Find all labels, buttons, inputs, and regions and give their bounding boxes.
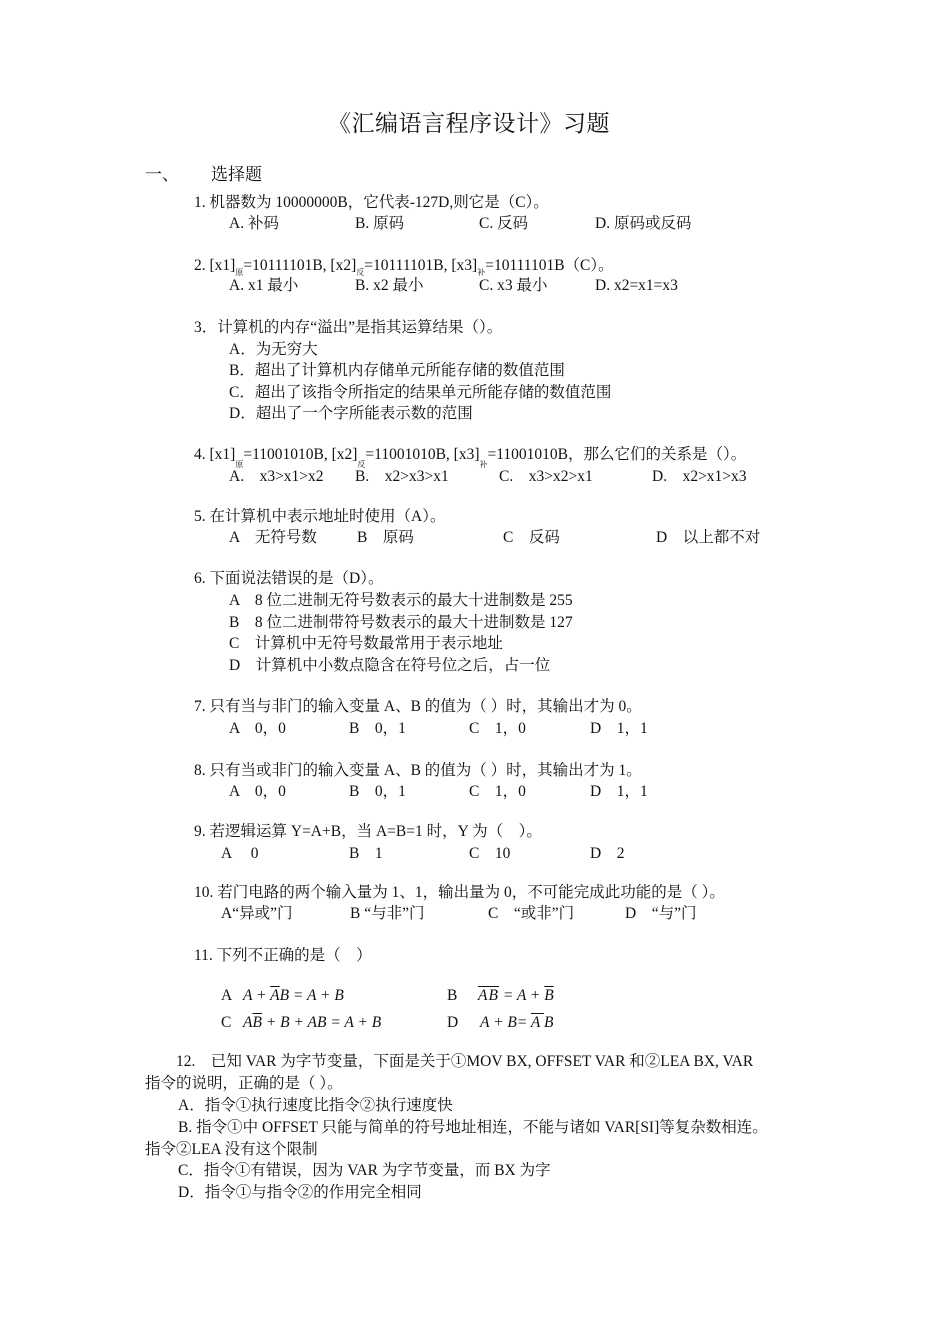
q2-stem-part1: 2. [x1] bbox=[194, 257, 236, 274]
q4-stem-part2: =11001010B, [x2] bbox=[243, 446, 358, 463]
q1-stem: 1. 机器数为 10000000B，它代表-127D,则它是（C）。 bbox=[194, 194, 549, 211]
q9-option-c: C 10 bbox=[469, 845, 511, 862]
q9-option-b: B 1 bbox=[349, 845, 383, 862]
q3-option-d: D．超出了一个字所能表示数的范围 bbox=[229, 405, 473, 422]
q8-stem: 8. 只有当或非门的输入变量 A、B 的值为（ ）时，其输出才为 1。 bbox=[194, 762, 642, 779]
q10-option-c: C “或非”门 bbox=[488, 905, 575, 922]
q8-option-a: A 0，0 bbox=[229, 783, 286, 800]
q4-stem bbox=[194, 446, 746, 470]
q4-sub-bu: 补 bbox=[479, 460, 488, 469]
q2-stem-part3: =10111101B, [x3] bbox=[364, 257, 478, 274]
q4-option-c: C. x3>x2>x1 bbox=[499, 468, 593, 485]
q12-option-c: C．指令①有错误，因为 VAR 为字节变量，而 BX 为字 bbox=[178, 1162, 551, 1179]
q11-formula-c-negated: $\overline{B}$ bbox=[252, 1014, 262, 1031]
q4-stem-part1: 4. [x1] bbox=[194, 446, 236, 463]
q10-option-d: D “与”门 bbox=[625, 905, 697, 922]
q11-formula-a-negated: $\overline{A}$ bbox=[270, 987, 280, 1004]
q12-option-b-line2: 指令②LEA 没有这个限制 bbox=[145, 1141, 318, 1158]
q3-option-c: C．超出了该指令所指定的结果单元所能存储的数值范围 bbox=[229, 384, 612, 401]
q6-option-b: B 8 位二进制带符号数表示的最大十进制数是 127 bbox=[229, 614, 573, 631]
q11-formula-c bbox=[243, 1014, 381, 1031]
q2-sub-bu: 补 bbox=[477, 268, 486, 277]
q1-option-d: D. 原码或反码 bbox=[595, 215, 692, 232]
q4-stem-part4: =11001010B，那么它们的关系是（）。 bbox=[487, 446, 747, 463]
q6-stem: 6. 下面说法错误的是（D）。 bbox=[194, 570, 384, 587]
q11-formula-c-part3: + B + AB = A + B bbox=[261, 1014, 382, 1031]
q11-formula-d-negated-a: $\overline{A}$ bbox=[530, 1014, 541, 1031]
q2-option-b: B. x2 最小 bbox=[355, 277, 424, 294]
q11-formula-b-part2: = A + bbox=[498, 987, 545, 1004]
q4-sub-yuan: 原 bbox=[235, 460, 244, 469]
q1-option-a: A. 补码 bbox=[229, 215, 279, 232]
q5-option-d: D 以上都不对 bbox=[656, 529, 761, 546]
q4-stem-part3: =11001010B, [x3] bbox=[365, 446, 480, 463]
q4-option-b: B. x2>x3>x1 bbox=[355, 468, 449, 485]
q2-stem bbox=[194, 257, 614, 278]
q2-stem-part2: =10111101B, [x2] bbox=[243, 257, 357, 274]
q1-option-b: B. 原码 bbox=[355, 215, 405, 232]
q3-option-b: B．超出了计算机内存储单元所能存储的数值范围 bbox=[229, 362, 565, 379]
q5-stem: 5. 在计算机中表示地址时使用（A）。 bbox=[194, 508, 446, 525]
page-title: 《汇编语言程序设计》习题 bbox=[328, 111, 610, 136]
q11-formula-a bbox=[243, 987, 344, 1004]
q11-formula-b bbox=[478, 987, 554, 1004]
q7-option-d: D 1，1 bbox=[590, 720, 648, 737]
q11-option-a-label: A bbox=[221, 987, 233, 1004]
q2-sub-fan: 反 bbox=[356, 268, 365, 277]
q2-stem-part4: =10111101B（C）。 bbox=[485, 257, 614, 274]
q2-option-d: D. x2=x1=x3 bbox=[595, 277, 678, 294]
q6-option-d: D 计算机中小数点隐含在符号位之后，占一位 bbox=[229, 657, 551, 674]
q11-formula-b-negated: $\overline{AB}$ bbox=[478, 987, 499, 1004]
q5-option-a: A 无符号数 bbox=[229, 529, 317, 546]
q11-formula-d-part4: B bbox=[544, 1014, 554, 1031]
q10-option-a: A“异或”门 bbox=[221, 905, 293, 922]
q11-formula-d-part1: A + B= bbox=[480, 1014, 531, 1031]
q5-option-b: B 原码 bbox=[357, 529, 414, 546]
q12-stem-line2: 指令的说明，正确的是（ ）。 bbox=[145, 1075, 343, 1092]
q7-stem: 7. 只有当与非门的输入变量 A、B 的值为（ ）时，其输出才为 0。 bbox=[194, 698, 642, 715]
q11-formula-d bbox=[480, 1014, 553, 1031]
q4-option-a: A. x3>x1>x2 bbox=[229, 468, 324, 485]
q9-option-a: A 0 bbox=[221, 845, 259, 862]
q11-formula-a-part1: A + bbox=[243, 987, 271, 1004]
q8-option-c: C 1，0 bbox=[469, 783, 526, 800]
q12-option-d: D．指令①与指令②的作用完全相同 bbox=[178, 1184, 422, 1201]
q2-sub-yuan: 原 bbox=[235, 268, 244, 277]
q3-option-a: A．为无穷大 bbox=[229, 341, 318, 358]
q12-option-a: A．指令①执行速度比指令②执行速度快 bbox=[178, 1097, 453, 1114]
q12-stem-line1: 12. 已知 VAR 为字节变量，下面是关于①MOV BX, OFFSET VAR 和②LEA BX, VAR bbox=[176, 1053, 754, 1070]
q8-option-d: D 1，1 bbox=[590, 783, 648, 800]
q11-option-b-label: B bbox=[447, 987, 458, 1004]
q11-stem: 11. 下列不正确的是（ ） bbox=[194, 947, 372, 964]
q10-stem: 10. 若门电路的两个输入量为 1、1，输出量为 0，不可能完成此功能的是（ ）。 bbox=[194, 884, 725, 901]
q11-option-d-label: D bbox=[447, 1014, 459, 1031]
q2-option-a: A. x1 最小 bbox=[229, 277, 299, 294]
q10-option-b: B “与非”门 bbox=[350, 905, 425, 922]
q9-stem: 9. 若逻辑运算 Y=A+B，当 A=B=1 时，Y 为（ ）。 bbox=[194, 823, 542, 840]
q6-option-c: C 计算机中无符号数最常用于表示地址 bbox=[229, 635, 503, 652]
q4-option-d: D. x2>x1>x3 bbox=[652, 468, 747, 485]
q12-option-b-line1: B. 指令①中 OFFSET 只能与简单的符号地址相连，不能与诸如 VAR[SI]等复杂数相连。 bbox=[178, 1119, 768, 1136]
q2-option-c: C. x3 最小 bbox=[479, 277, 548, 294]
q11-formula-a-part3: B = A + B bbox=[279, 987, 344, 1004]
q11-formula-b-negated-b: $\overline{B}$ bbox=[544, 987, 554, 1004]
q1-option-c: C. 反码 bbox=[479, 215, 529, 232]
q3-stem: 3．计算机的内存“溢出”是指其运算结果（）。 bbox=[194, 319, 503, 336]
q7-option-a: A 0，0 bbox=[229, 720, 286, 737]
q4-sub-fan: 反 bbox=[357, 460, 366, 469]
section-heading: 选择题 bbox=[211, 165, 262, 184]
q7-option-c: C 1，0 bbox=[469, 720, 526, 737]
q7-option-b: B 0，1 bbox=[349, 720, 406, 737]
q11-option-c-label: C bbox=[221, 1014, 232, 1031]
q6-option-a: A 8 位二进制无符号数表示的最大十进制数是 255 bbox=[229, 592, 573, 609]
section-number: 一、 bbox=[145, 165, 179, 184]
q9-option-d: D 2 bbox=[590, 845, 625, 862]
q5-option-c: C 反码 bbox=[503, 529, 560, 546]
q11-formula-c-part1: A bbox=[243, 1014, 253, 1031]
q8-option-b: B 0，1 bbox=[349, 783, 406, 800]
